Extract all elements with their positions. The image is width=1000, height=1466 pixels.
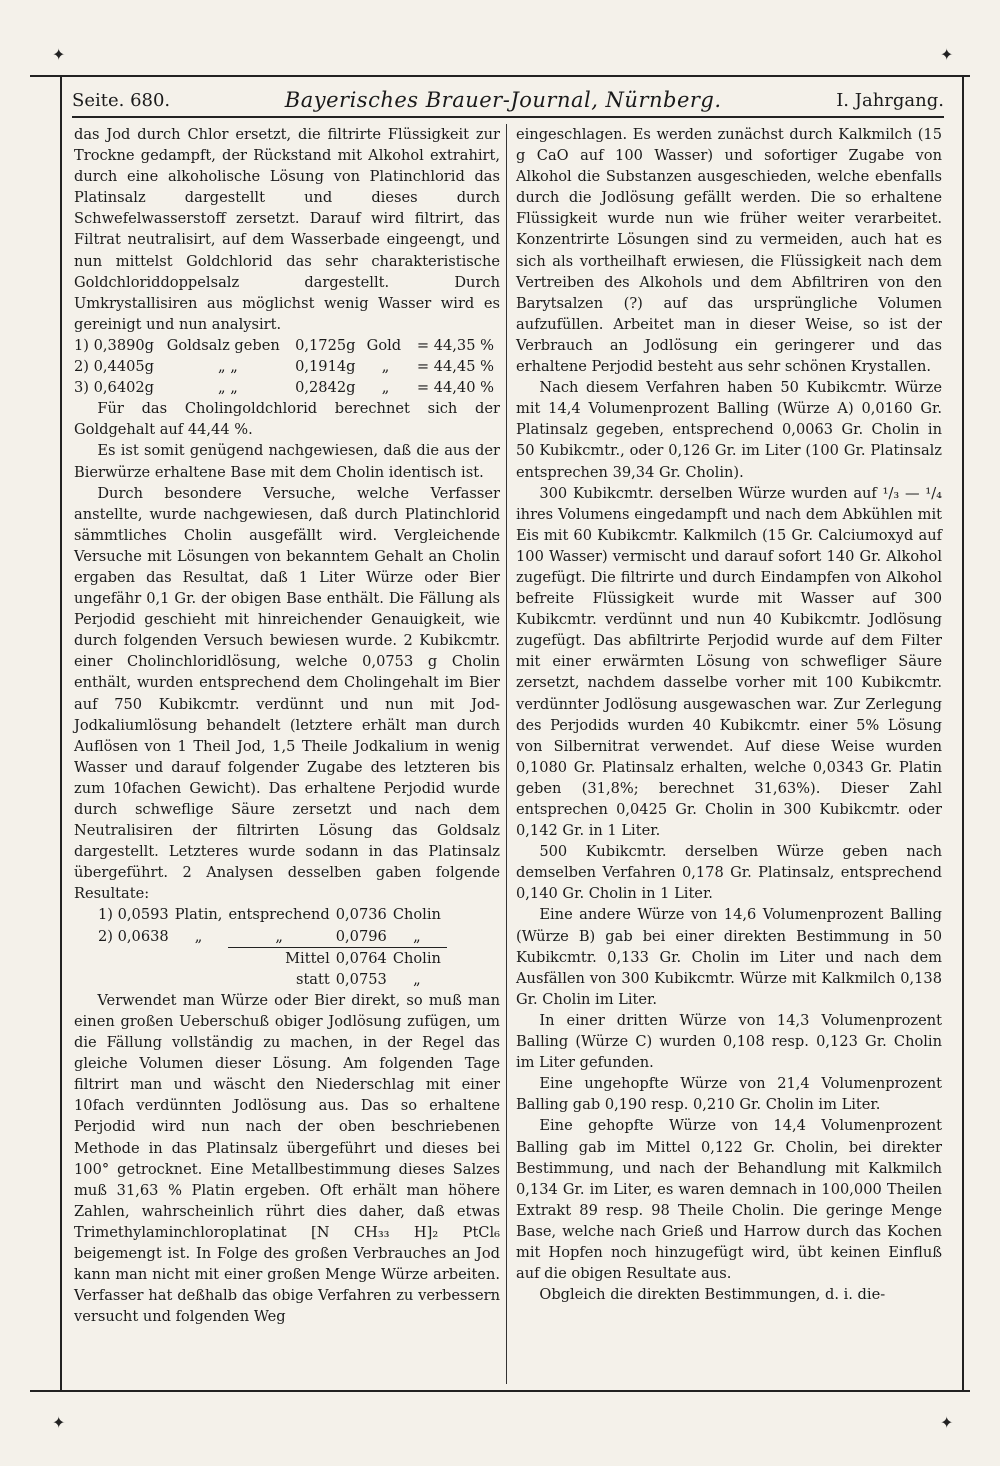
paragraph: Für das Cholingoldchlorid berechnet sich der Goldgehalt auf 44,44 %. xyxy=(74,400,500,439)
table-cell: 0,0736 xyxy=(335,906,387,924)
paragraph: Eine ungehopfte Würze von 21,4 Volumenprozent Balling gab 0,190 resp. 0,210 Gr. Cholin im Liter. xyxy=(516,1075,942,1114)
table-cell: 2) 0,4405g xyxy=(74,358,155,376)
table-cell: statt xyxy=(295,970,330,988)
table-row xyxy=(74,356,500,377)
table-cell: 0,1725g xyxy=(295,336,356,354)
journal-title: Bayerisches Brauer-Journal, Nürnberg. xyxy=(284,88,722,112)
paragraph: Verwendet man Würze oder Bier direkt, so muß man einen großen Ueberschuß obiger Jodlösung zufügen, um die Fällung vollständig zu machen, in der Regel das gleiche Volumen dieser Lösung. Am folgenden Tage filtrirt man und wäscht den Niederschlag mit einer 10fach verdünnten Jodlösung aus. Das so erhaltene Perjodid wird nun nach der oben beschriebenen Methode in das Platinsalz übergeführt und dieses bei 100° getrocknet. Eine Metallbestimmung dieses Salzes muß 31,63 % Platin ergeben. Oft erhält man höhere Zahlen, wahrscheinlich rührt dies daher, daß etwas Trimethylaminchloroplatinat [N CH₃₃ H]₂ PtCl₆ beigemengt ist. In Folge des großen Verbrauches an Jod kann man nicht mit einer großen Menge Würze arbeiten. Verfasser hat deßhalb das obige Verfahren zu verbessern versucht und folgenden Weg xyxy=(74,991,500,1326)
table-row xyxy=(98,904,447,925)
ornament-bottom-left: ✦ xyxy=(52,1413,66,1432)
page-header xyxy=(72,84,944,118)
table-cell: „ xyxy=(194,927,203,945)
table-cell: = 44,45 % xyxy=(416,358,494,376)
gold-results-table xyxy=(74,335,500,398)
ornament-top-left: ✦ xyxy=(52,45,66,64)
table-cell xyxy=(98,947,175,969)
table-row xyxy=(74,377,500,398)
paragraph: Obgleich die direkten Bestimmungen, d. i. die- xyxy=(539,1286,886,1304)
table-row xyxy=(98,969,447,990)
paragraph: 500 Kubikcmtr. derselben Würze geben nach demselben Verfahren 0,178 Gr. Platinsalz, entsprechend 0,140 Gr. Cholin in 1 Liter. xyxy=(516,843,942,903)
table-cell: Cholin xyxy=(392,906,441,924)
table-row xyxy=(98,926,447,948)
paragraph: eingeschlagen. Es werden zunächst durch Kalkmilch (15 g CaO auf 100 Wasser) und sofortiger Zugabe von Alkohol die Substanzen ausgeschieden, welche ebenfalls durch die Jodlösung gefällt werden. Die so erhaltene Flüssigkeit wurde nun wie früher weiter verarbeitet. Konzentrirte Lösungen sind zu vermeiden, auch hat es sich als vortheilhaft erwiesen, die Flüssigkeit nach dem Vertreiben des Alkohols und dem Abfiltriren von den Barytsalzen (?) auf das ursprüngliche Volumen aufzufüllen. Arbeitet man in dieser Weise, so ist der Verbrauch an Jodlösung ein geringerer und das erhaltene Perjodid besteht aus sehr schönen Krystallen. xyxy=(516,126,942,376)
table-cell: 1) 0,3890g xyxy=(74,336,155,354)
paragraph: Durch besondere Versuche, welche Verfasser anstellte, wurde nachgewiesen, daß durch Platinchlorid sämmtliches Cholin ausgefällt wird. Vergleichende Versuche mit Lösungen von bekanntem Gehalt an Cholin ergaben das Resultat, daß 1 Liter Würze oder Bier ungefähr 0,1 Gr. der obigen Base enthält. Die Fällung als Perjodid geschieht mit hinreichender Genauigkeit, wie durch folgenden Versuch bewiesen wurde. 2 Kubikcmtr. einer Cholinchloridlösung, welche 0,0753 g Cholin enthält, wurden entsprechend dem Cholingehalt im Bier auf 750 Kubikcmtr. verdünnt und nun mit Jod-Jodkaliumlösung behandelt (letztere erhält man durch Auflösen von 1 Theil Jod, 1,5 Theile Jodkalium in wenig Wasser und darauf folgender Zugabe des letzteren bis zum 10fachen Gewicht). Das erhaltene Perjodid wurde durch schweflige Säure zersetzt und nach dem Neutralisiren der filtrirten Lösung das Goldsalz dargestellt. Letzteres wurde sodann in das Platinsalz übergeführt. 2 Analysen desselben gaben folgende Resultate: xyxy=(74,484,500,903)
right-column xyxy=(516,124,942,1305)
table-cell: Mittel xyxy=(228,947,335,969)
page-number: Seite. 680. xyxy=(72,89,171,111)
ornament-bottom-right: ✦ xyxy=(940,1413,954,1432)
table-row xyxy=(98,947,447,969)
paragraph: In einer dritten Würze von 14,3 Volumenprozent Balling (Würze C) wurden 0,108 resp. 0,123 Gr. Cholin im Liter gefunden. xyxy=(516,1011,942,1072)
table-cell: Platin, xyxy=(174,906,223,924)
platinum-results-table xyxy=(98,904,447,989)
table-cell xyxy=(175,969,229,990)
paragraph: das Jod durch Chlor ersetzt, die filtrirte Flüssigkeit zur Trockne gedampft, der Rückstand mit Alkohol extrahirt, durch eine alkoholische Lösung von Platinchlorid das Platinsalz dargestellt und dieses durch Schwefelwasserstoff zersetzt. Darauf wird filtrirt, das Filtrat neutralisirt, auf dem Wasserbade eingeengt, und nun mittelst Goldchlorid das sehr charakteristische Goldchloriddoppelsalz dargestellt. Durch Umkrystallisiren aus möglichst wenig Wasser wird es gereinigt und nun analysirt. xyxy=(74,126,500,333)
table-cell: 0,0796 xyxy=(335,927,387,945)
table-cell: „ xyxy=(275,927,283,945)
paragraph: Es ist somit genügend nachgewiesen, daß die aus der Bierwürze erhaltene Base mit dem Cholin identisch ist. xyxy=(74,442,500,481)
table-cell: Goldsalz geben xyxy=(166,336,280,354)
table-cell: 3) 0,6402g xyxy=(74,379,155,397)
table-cell: Gold xyxy=(366,336,402,354)
table-cell: „ „ xyxy=(218,379,238,397)
table-cell: „ xyxy=(381,358,390,376)
table-cell: entsprechend xyxy=(228,906,330,924)
volume-label: I. Jahrgang. xyxy=(836,89,944,111)
table-cell: „ xyxy=(413,927,421,945)
table-cell: „ xyxy=(413,970,421,988)
column-divider xyxy=(506,124,507,1384)
table-cell: Cholin xyxy=(393,947,447,969)
table-cell: „ „ xyxy=(218,358,238,376)
paragraph: Nach diesem Verfahren haben 50 Kubikcmtr. Würze mit 14,4 Volumenprozent Balling (Würze A) 0,0160 Gr. Platinsalz gegeben, entsprechend 0,0063 Gr. Cholin in 50 Kubikcmtr., oder 0,126 Gr. im Liter (100 Gr. Platinsalz entsprechen 39,34 Gr. Cholin). xyxy=(516,379,942,481)
table-cell xyxy=(98,969,175,990)
paragraph: 300 Kubikcmtr. derselben Würze wurden auf ¹/₃ — ¹/₄ ihres Volumens eingedampft und nach dem Abkühlen mit Eis mit 60 Kubikcmtr. Kalkmilch (15 Gr. Calciumoxyd auf 100 Wasser) vermischt und darauf sofort 140 Gr. Alkohol zugefügt. Die filtrirte und durch Eindampfen von Alkohol befreite Flüssigkeit wurde mit Wasser auf 300 Kubikcmtr. verdünnt und nun 40 Kubikcmtr. Jodlösung zugefügt. Das abfiltrirte Perjodid wurde auf dem Filter mit einer erwärmten Lösung von schwefliger Säure zersetzt, nachdem dasselbe vorher mit 100 Kubikcmtr. verdünnter Jodlösung ausgewaschen war. Zur Zerlegung des Perjodids wurden 40 Kubikcmtr. einer 5% Lösung von Silbernitrat verwendet. Auf diese Weise wurden 0,1080 Gr. Platinsalz erhalten, welche 0,0343 Gr. Platin geben (31,8%; berechnet 31,63%). Dieser Zahl entsprechen 0,0425 Gr. Cholin in 300 Kubikcmtr. oder 0,142 Gr. in 1 Liter. xyxy=(516,484,942,840)
table-cell: 0,0753 xyxy=(335,970,387,988)
table-cell: 2) 0,0638 xyxy=(98,927,169,945)
table-cell: = 44,35 % xyxy=(416,336,494,354)
ornament-top-right: ✦ xyxy=(940,45,954,64)
table-cell: 0,2842g xyxy=(295,379,356,397)
table-cell: 0,1914g xyxy=(295,358,356,376)
bottom-border xyxy=(30,1390,970,1392)
left-column xyxy=(74,124,500,1327)
paragraph: Eine gehopfte Würze von 14,4 Volumenprozent Balling gab im Mittel 0,122 Gr. Cholin, bei direkter Bestimmung, und nach der Behandlung mit Kalkmilch 0,134 Gr. im Liter, es waren demnach in 100,000 Theilen Extrakt 89 resp. 98 Theile Cholin. Die geringe Menge Base, welche nach Grieß und Harrow durch das Kochen mit Hopfen noch hinzugefügt wird, übt keinen Einfluß auf die obigen Resultate aus. xyxy=(516,1117,942,1283)
table-cell: = 44,40 % xyxy=(416,379,494,397)
table-cell: 1) 0,0593 xyxy=(98,906,169,924)
table-cell: 0,0764 xyxy=(336,947,393,969)
table-cell xyxy=(175,947,229,969)
table-row xyxy=(74,335,500,356)
paragraph: Eine andere Würze von 14,6 Volumenprozent Balling (Würze B) gab bei einer direkten Bestimmung in 50 Kubikcmtr. 0,133 Gr. Cholin im Liter und nach dem Ausfällen von 300 Kubikcmtr. Würze mit Kalkmilch 0,138 Gr. Cholin im Liter. xyxy=(516,906,942,1008)
table-cell: „ xyxy=(381,379,390,397)
